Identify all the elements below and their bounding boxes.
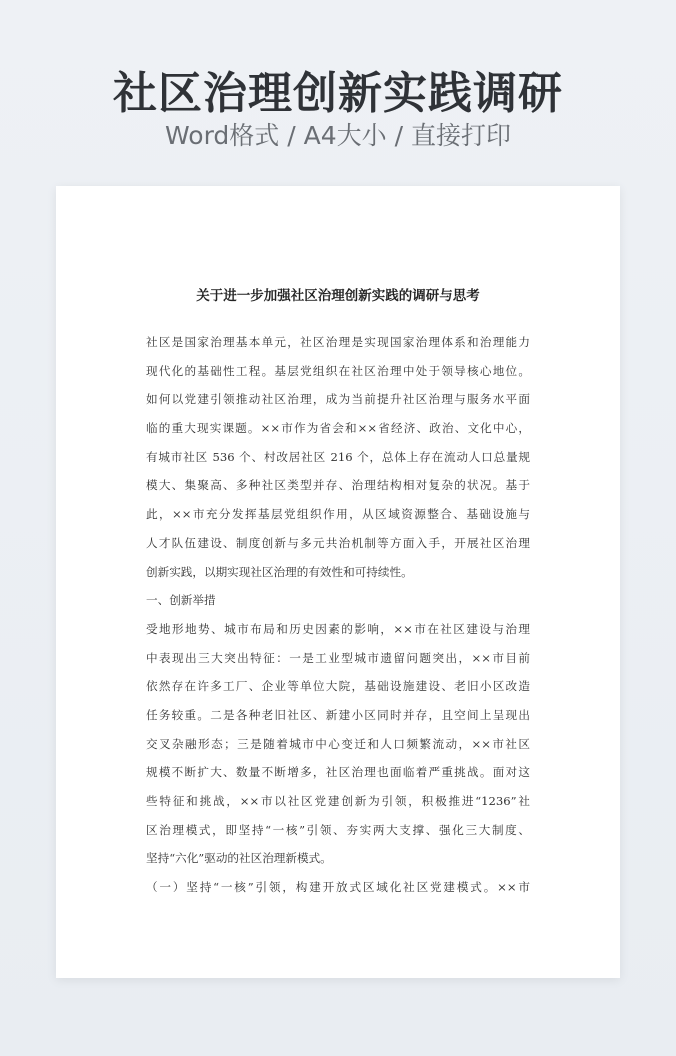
- paragraph-line: 现代化的基础性工程。基层党组织在社区治理中处于领导核心地位。: [146, 363, 530, 378]
- paragraph-line: 坚持“六化”驱动的社区治理新模式。: [146, 851, 332, 866]
- paragraph-line: 临的重大现实课题。××市作为省会和××省经济、政治、文化中心，: [146, 421, 530, 436]
- paragraph-line: 模大、集聚高、多种社区类型并存、治理结构相对复杂的状况。基于: [146, 478, 530, 493]
- paragraph-line: 受地形地势、城市布局和历史因素的影响，××市在社区建设与治理: [146, 621, 530, 636]
- section-heading: 一、创新举措: [146, 593, 216, 608]
- document-page: [56, 186, 620, 978]
- paragraph-line: 依然存在许多工厂、企业等单位大院，基础设施建设、老旧小区改造: [146, 679, 530, 694]
- paragraph-line: 有城市社区 536 个、村改居社区 216 个，总体上存在流动人口总量规: [146, 449, 530, 464]
- document-title: 关于进一步加强社区治理创新实践的调研与思考: [196, 288, 480, 304]
- paragraph-line: 区治理模式，即坚持“一核”引领、夯实两大支撑、强化三大制度、: [146, 822, 530, 837]
- paragraph-line: 如何以党建引领推动社区治理，成为当前提升社区治理与服务水平面: [146, 392, 530, 407]
- paragraph-line: 中表现出三大突出特征：一是工业型城市遗留问题突出，××市目前: [146, 650, 530, 665]
- paragraph-line: 人才队伍建设、制度创新与多元共治机制等方面入手，开展社区治理: [146, 535, 530, 550]
- paragraph-line: 些特征和挑战，××市以社区党建创新为引领，积极推进“1236”社: [146, 794, 530, 808]
- page-subtitle: Word格式 / A4大小 / 直接打印: [165, 121, 511, 150]
- paragraph-line: （一）坚持“一核”引领，构建开放式区域化社区党建模式。××市: [146, 880, 530, 895]
- paragraph-line: 任务较重。二是各种老旧社区、新建小区同时并存，且空间上呈现出: [146, 707, 530, 722]
- paragraph-line: 此，××市充分发挥基层党组织作用，从区域资源整合、基础设施与: [146, 507, 530, 522]
- document-body: [146, 328, 530, 902]
- paragraph-line: 规模不断扩大、数量不断增多，社区治理也面临着严重挑战。面对这: [146, 765, 530, 780]
- paragraph-line: 创新实践，以期实现社区治理的有效性和可持续性。: [146, 564, 413, 579]
- page-title: 社区治理创新实践调研: [113, 68, 563, 119]
- paragraph-line: 交叉杂融形态；三是随着城市中心变迁和人口频繁流动，××市社区: [146, 736, 530, 751]
- paragraph-line: 社区是国家治理基本单元，社区治理是实现国家治理体系和治理能力: [146, 335, 530, 349]
